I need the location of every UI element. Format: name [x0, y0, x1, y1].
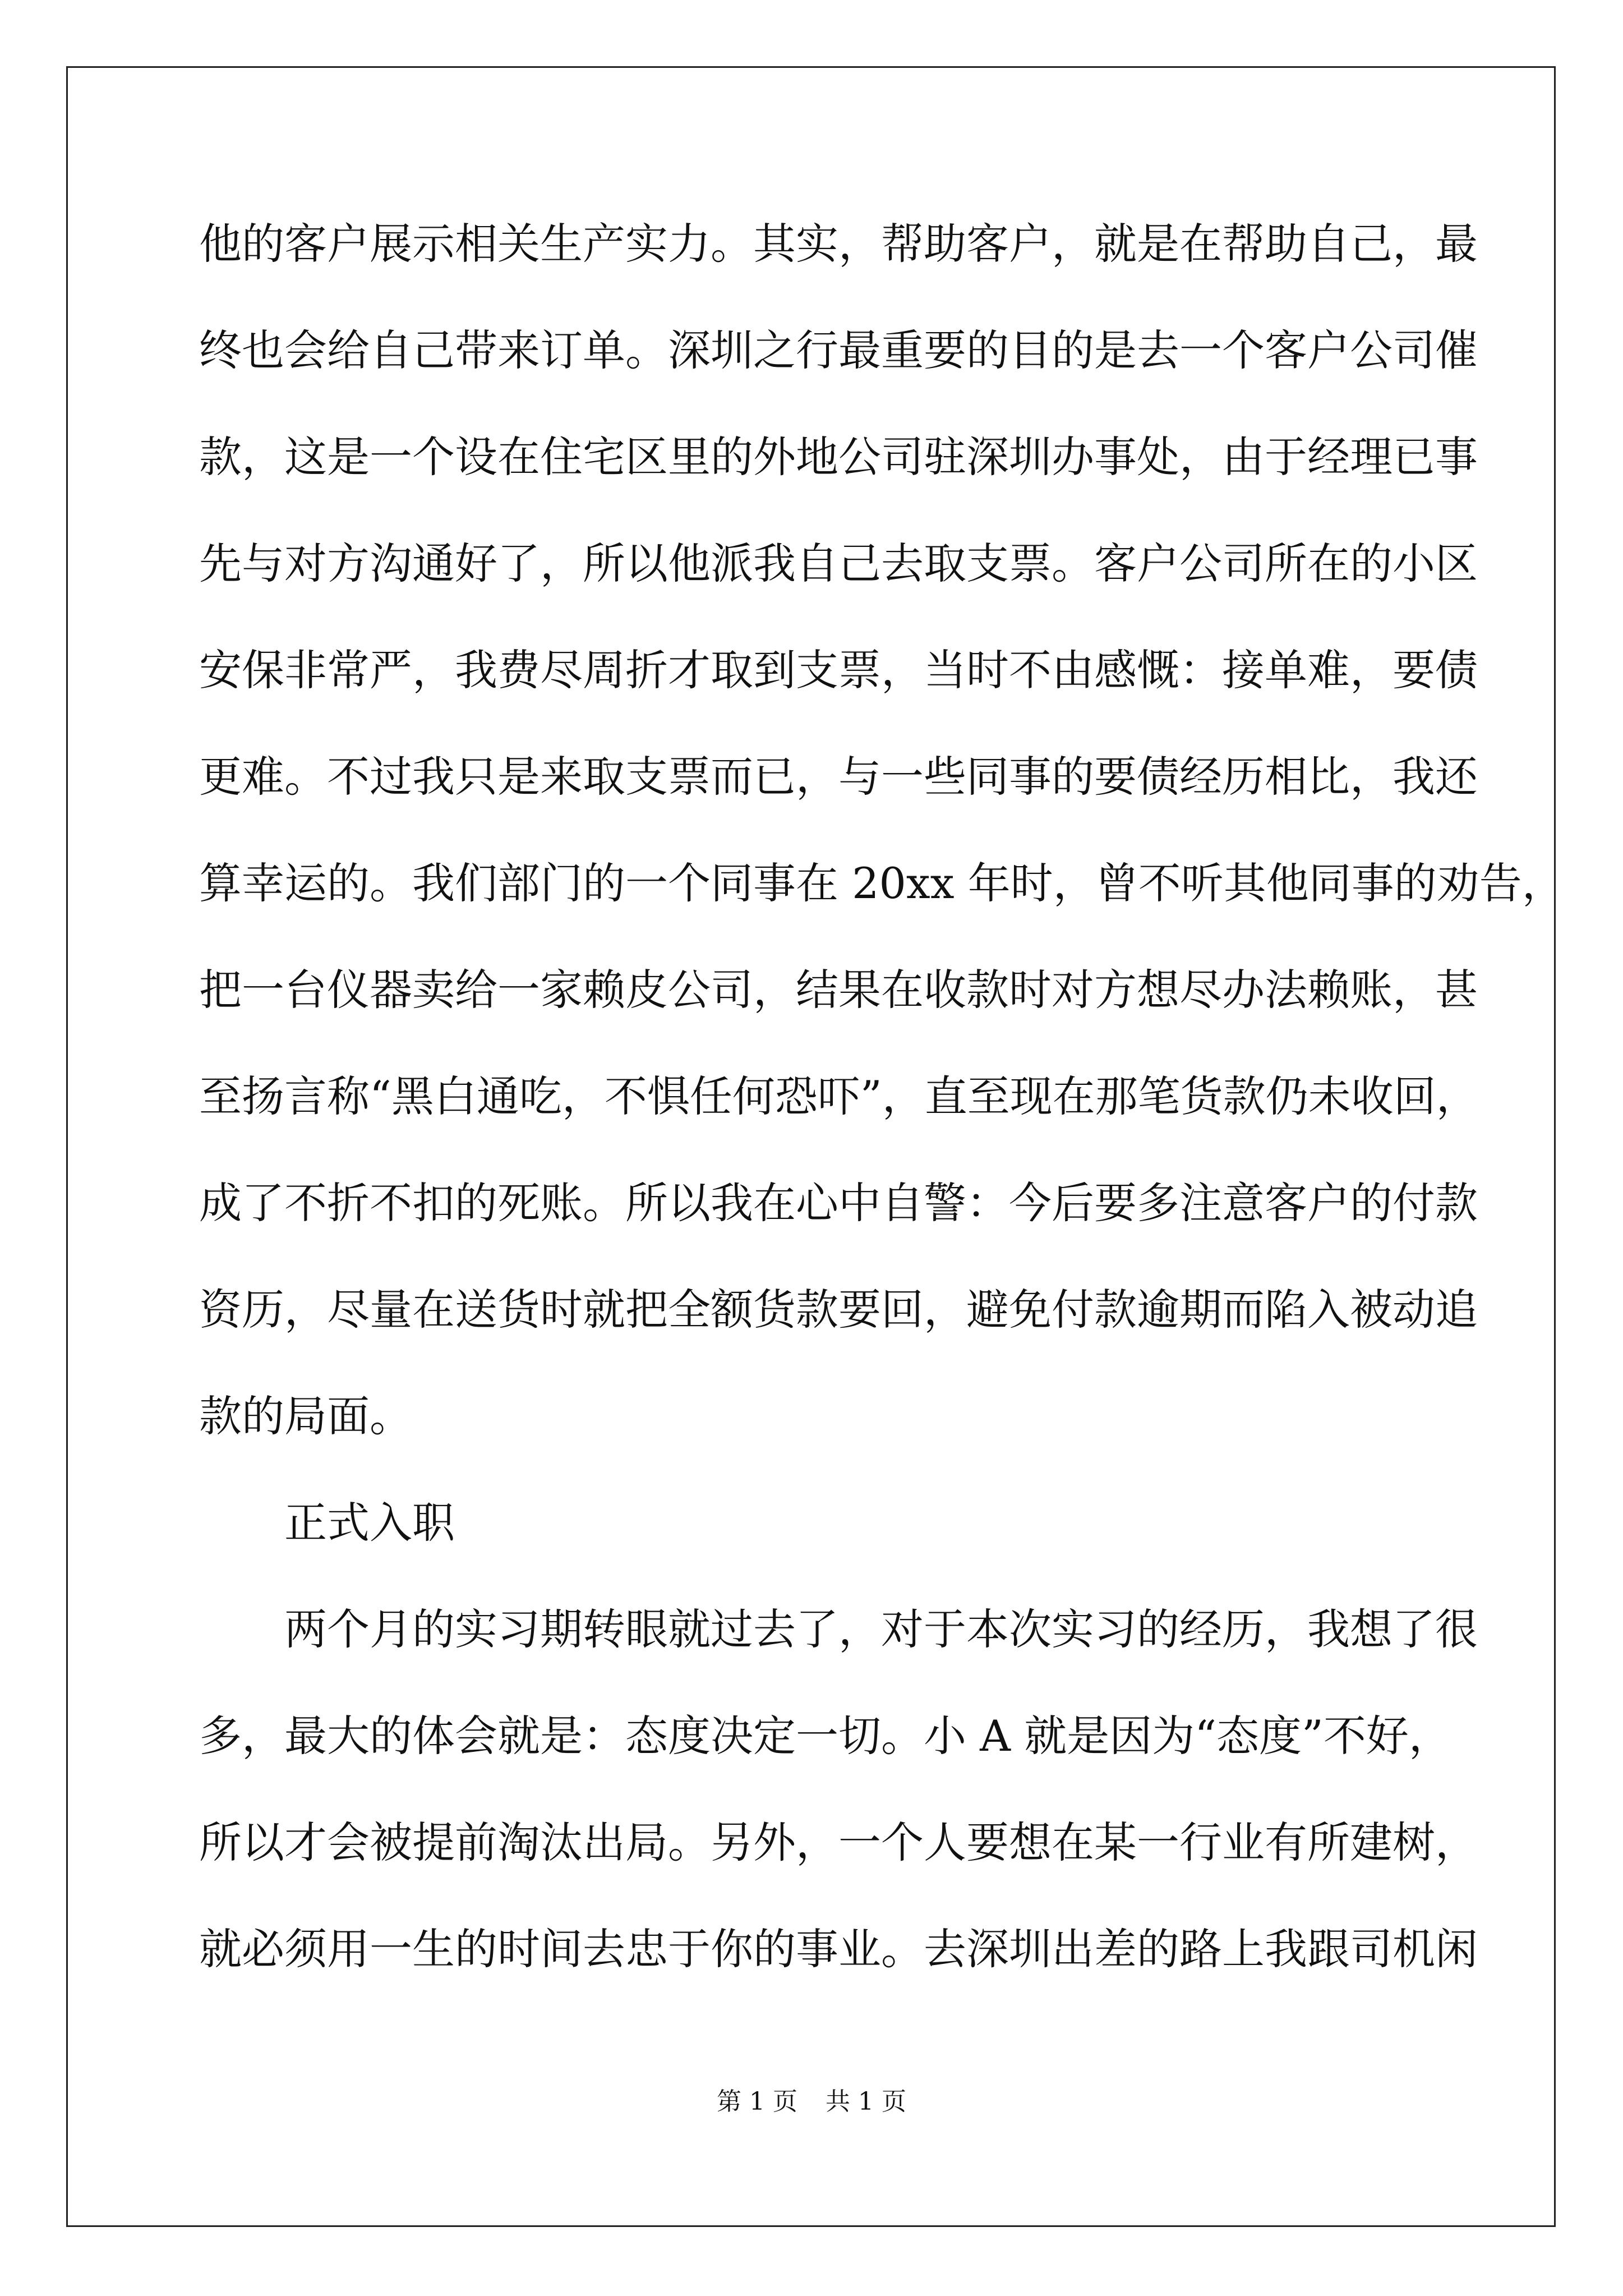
text-line: 他的客户展示相关生产实力。其实，帮助客户，就是在帮助自己，最	[199, 219, 1478, 269]
document-body	[199, 213, 1565, 2025]
text-line: 款，这是一个设在住宅区里的外地公司驻深圳办事处，由于经理已事	[199, 432, 1478, 482]
text-line: 多，最大的体会就是：态度决定一切。小 A 就是因为“态度”不好，	[199, 1711, 1451, 1761]
page-footer	[0, 2081, 1623, 2117]
text-line: 安保非常严，我费尽周折才取到支票，当时不由感慨：接单难，要债	[199, 645, 1478, 695]
text-line: 成了不折不扣的死账。所以我在心中自警：今后要多注意客户的付款	[199, 1178, 1478, 1228]
text-line: 先与对方沟通好了，所以他派我自己去取支票。客户公司所在的小区	[199, 539, 1478, 588]
text-line: 算幸运的。我们部门的一个同事在 20xx 年时，曾不听其他同事的劝告，	[199, 858, 1565, 908]
text-line: 所以才会被提前淘汰出局。另外，一个人要想在某一行业有所建树，	[199, 1818, 1478, 1867]
text-line: 款的局面。	[199, 1391, 412, 1441]
text-line: 资历，尽量在送货时就把全额货款要回，避免付款逾期而陷入被动追	[199, 1285, 1478, 1335]
text-line: 终也会给自己带来订单。深圳之行最重要的目的是去一个客户公司催	[199, 325, 1478, 375]
text-line: 两个月的实习期转眼就过去了，对于本次实习的经历，我想了很	[284, 1604, 1478, 1654]
section-heading: 正式入职	[284, 1498, 455, 1548]
page-number: 第 1 页	[717, 2087, 797, 2116]
text-line: 更难。不过我只是来取支票而已，与一些同事的要债经历相比，我还	[199, 752, 1478, 802]
text-line: 至扬言称“黑白通吃，不惧任何恐吓”，直至现在那笔货款仍未收回，	[199, 1071, 1479, 1121]
page-total: 共 1 页	[826, 2087, 906, 2116]
text-line: 就必须用一生的时间去忠于你的事业。去深圳出差的路上我跟司机闲	[199, 1924, 1478, 1974]
text-line: 把一台仪器卖给一家赖皮公司，结果在收款时对方想尽办法赖账，甚	[199, 965, 1478, 1015]
